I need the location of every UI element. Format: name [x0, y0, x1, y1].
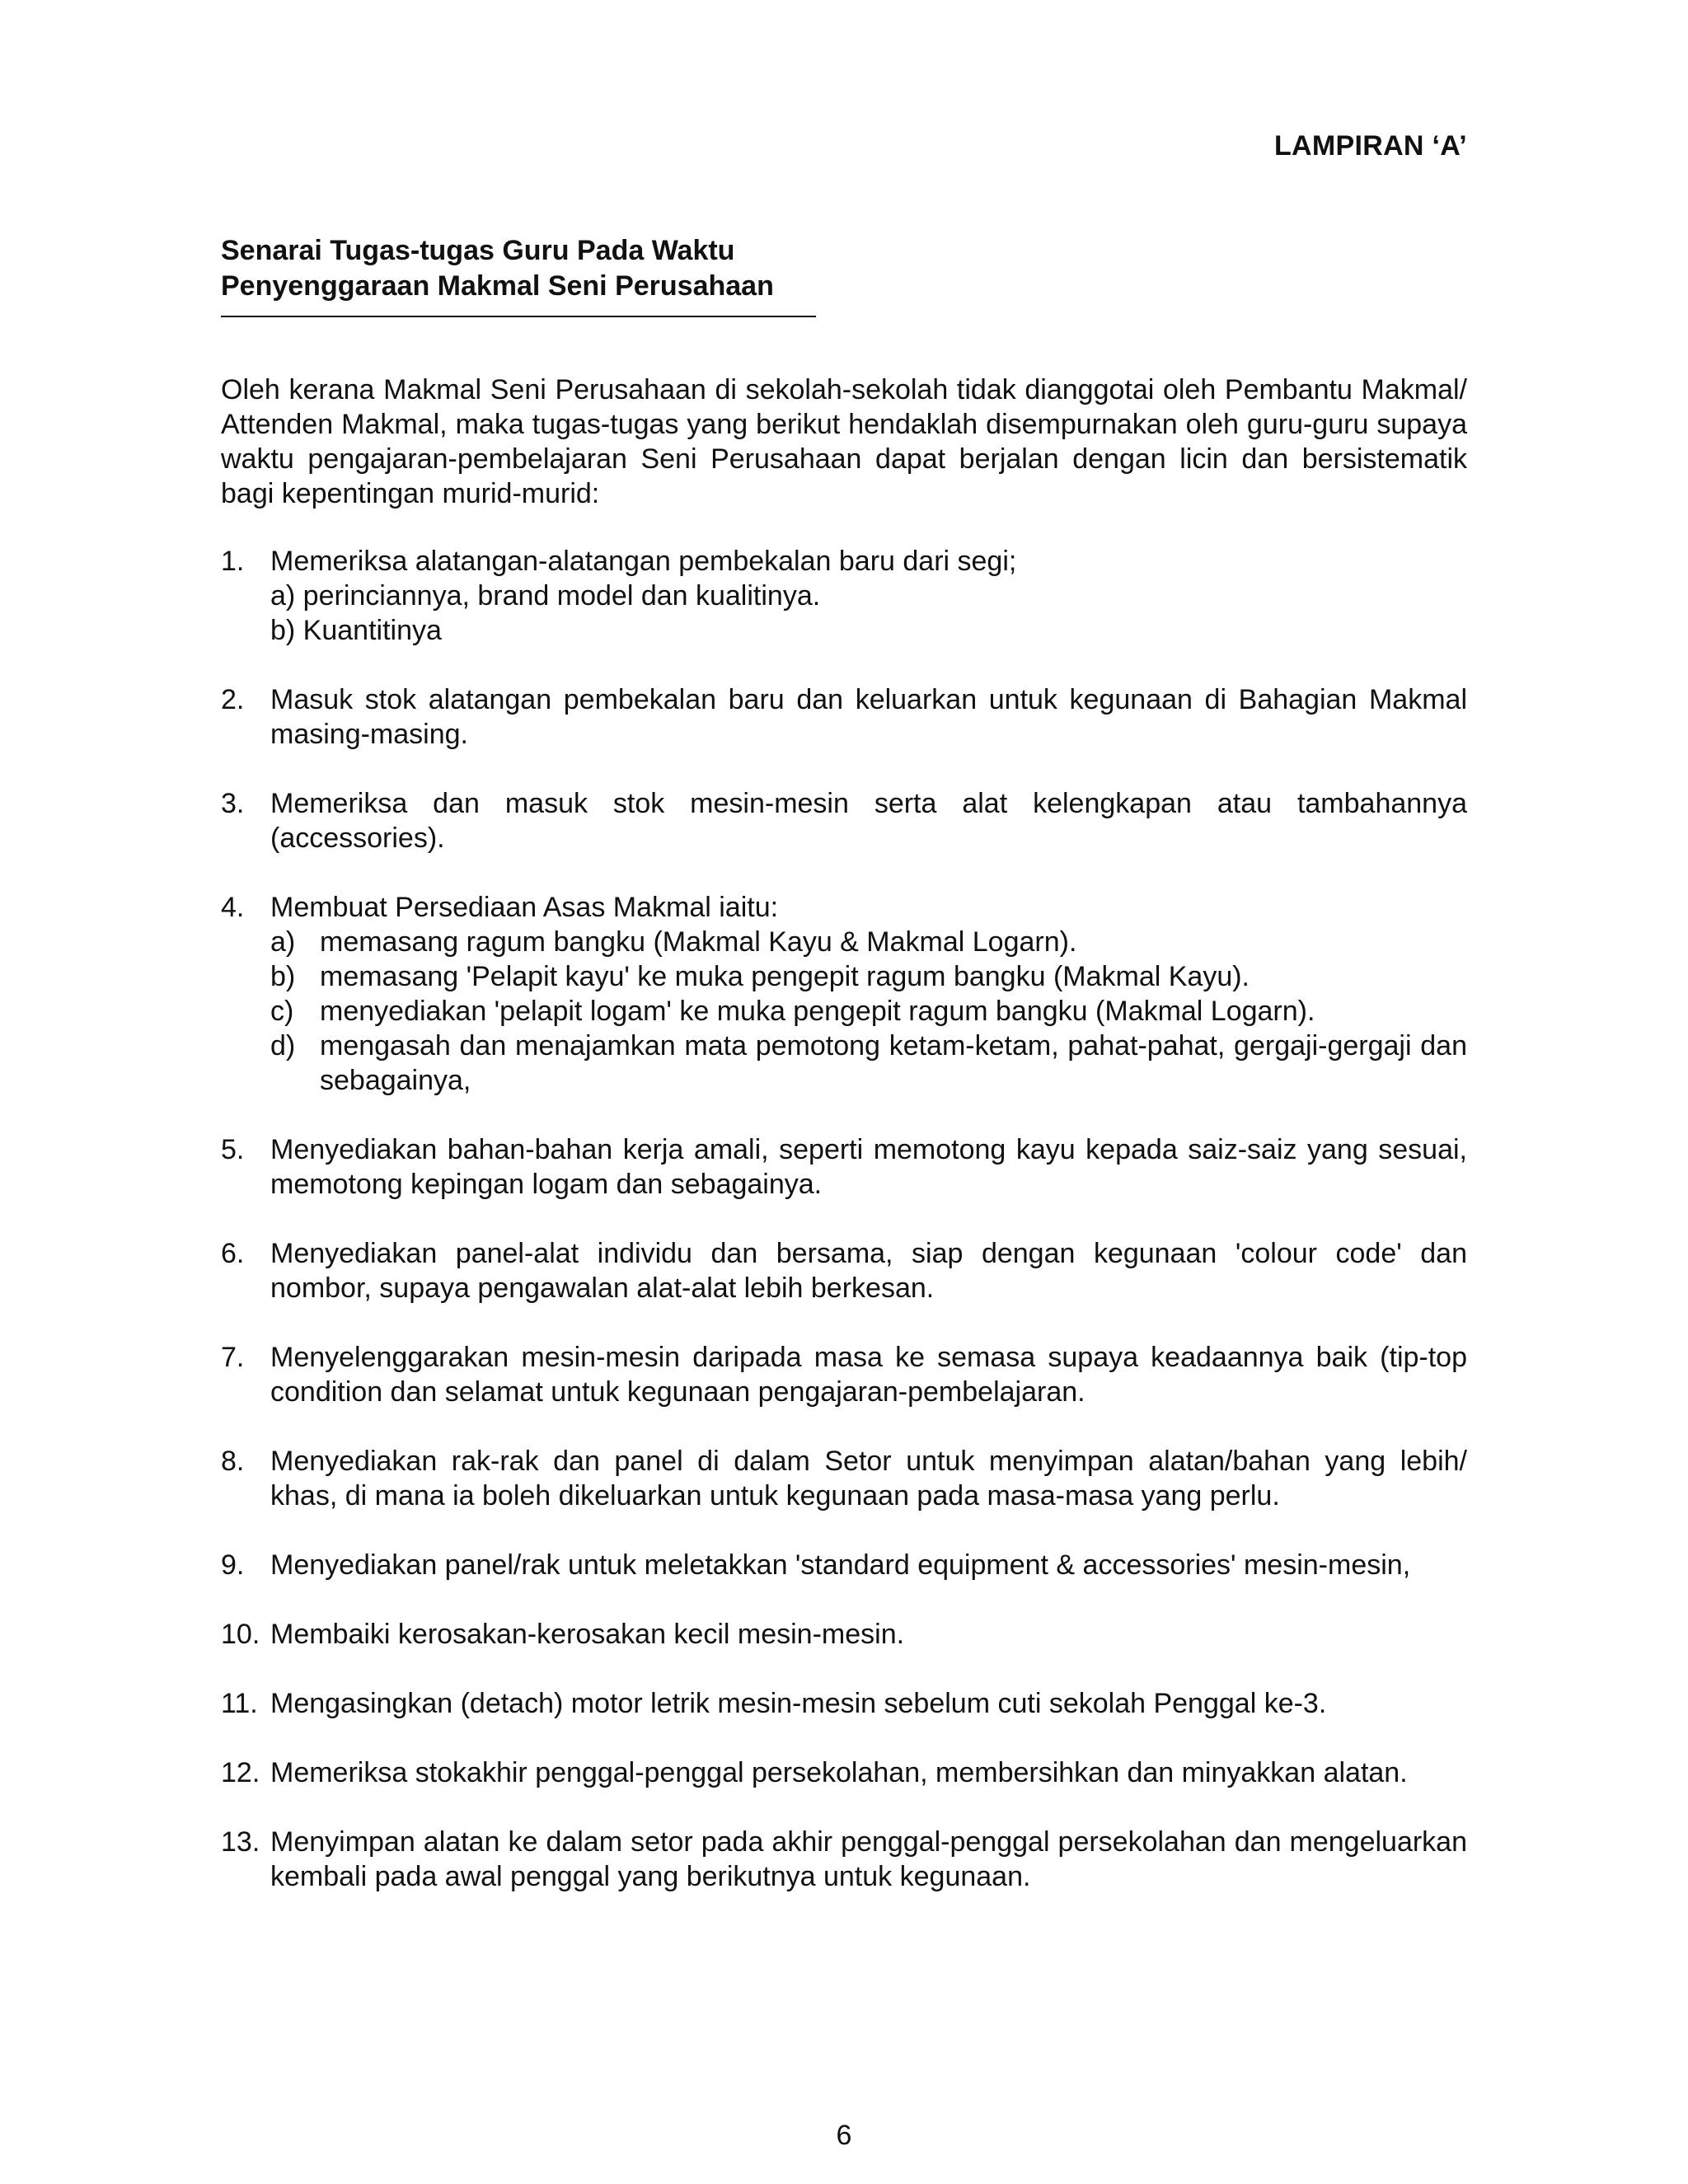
item-number: 3. — [221, 788, 245, 819]
list-item — [221, 1236, 1467, 1305]
item-text: Membaiki kerosakan-kerosakan kecil mesin-mesin. — [270, 1619, 905, 1650]
list-item — [221, 1132, 1467, 1202]
page-number: 6 — [836, 2120, 852, 2151]
item-text: Mengasingkan (detach) motor letrik mesin-mesin sebelum cuti sekolah Penggal ke-3. — [270, 1688, 1327, 1719]
sub-item — [270, 925, 1467, 959]
document-body — [221, 373, 1467, 1929]
list-item — [221, 1548, 1467, 1582]
item-text: Menyelenggarakan mesin-mesin daripada masa ke semasa supaya keadaannya baik (tip-top condition dan selamat untuk kegunaan pengajaran-pembelajaran. — [270, 1342, 1467, 1408]
appendix-label: LAMPIRAN ‘A’ — [1273, 130, 1467, 162]
title-line-1: Senarai Tugas-tugas Guru Pada Waktu — [221, 235, 735, 266]
item-text: Memeriksa dan masuk stok mesin-mesin serta alat kelengkapan atau tambahannya (accessories). — [270, 788, 1467, 854]
item-text: Menyediakan bahan-bahan kerja amali, seperti memotong kayu kepada saiz-saiz yang sesuai, memotong kepingan logam dan sebagainya. — [270, 1134, 1467, 1200]
item-text: Menyediakan rak-rak dan panel di dalam Setor untuk menyimpan alatan/bahan yang lebih/ khas, di mana ia boleh dikeluarkan untuk kegunaan pada masa-masa yang perlu. — [270, 1446, 1467, 1511]
list-item — [221, 1617, 1467, 1652]
list-item — [221, 544, 1467, 648]
item-number: 13. — [221, 1826, 260, 1858]
item-number: 9. — [221, 1549, 245, 1581]
sub-item: a) perinciannya, brand model dan kualitinya. — [270, 580, 821, 612]
item-text: Memeriksa alatangan-alatangan pembekalan baru dari segi; — [270, 546, 1017, 577]
sub-item-label: b) — [270, 961, 296, 992]
item-number: 8. — [221, 1446, 245, 1477]
item-number: 5. — [221, 1134, 245, 1165]
list-item — [221, 682, 1467, 752]
sub-item-text: memasang 'Pelapit kayu' ke muka pengepit ragum bangku (Makmal Kayu). — [320, 961, 1250, 992]
sub-item-text: memasang ragum bangku (Makmal Kayu & Makmal Logarn). — [320, 926, 1077, 958]
sub-item — [270, 994, 1467, 1029]
sub-item-text: menyediakan 'pelapit logam' ke muka pengepit ragum bangku (Makmal Logarn). — [320, 996, 1315, 1027]
list-item — [221, 890, 1467, 1098]
intro-paragraph: Oleh kerana Makmal Seni Perusahaan di sekolah-sekolah tidak dianggotai oleh Pembantu Makmal/ Attenden Makmal, maka tugas-tugas yang berikut hendaklah disempurnakan oleh guru-guru supaya waktu pengajaran-pembelajaran Seni Perusahaan dapat berjalan dengan licin dan bersistematik bagi kepentingan murid-murid: — [221, 374, 1467, 509]
list-item — [221, 1686, 1467, 1721]
list-item — [221, 1825, 1467, 1894]
sub-item-label: c) — [270, 996, 294, 1027]
item-text: Menyediakan panel-alat individu dan bersama, siap dengan kegunaan 'colour code' dan nombor, supaya pengawalan alat-alat lebih berkesan. — [270, 1238, 1467, 1304]
list-item — [221, 786, 1467, 855]
sub-item-text: mengasah dan menajamkan mata pemotong ketam-ketam, pahat-pahat, gergaji-gergaji dan sebagainya, — [320, 1030, 1467, 1096]
item-number: 12. — [221, 1757, 260, 1788]
sub-item-label: a) — [270, 926, 296, 958]
item-number: 1. — [221, 546, 245, 577]
item-text: Memeriksa stokakhir penggal-penggal persekolahan, membersihkan dan minyakkan alatan. — [270, 1757, 1408, 1788]
document-title — [221, 233, 816, 317]
sub-item — [270, 959, 1467, 994]
item-text: Membuat Persediaan Asas Makmal iaitu: — [270, 892, 779, 923]
item-number: 7. — [221, 1342, 245, 1373]
title-line-2: Penyenggaraan Makmal Seni Perusahaan — [221, 270, 774, 302]
list-item — [221, 1340, 1467, 1409]
item-text: Menyimpan alatan ke dalam setor pada akhir penggal-penggal persekolahan dan mengeluarkan kembali pada awal penggal yang berikutnya untuk kegunaan. — [270, 1826, 1467, 1892]
sub-item: b) Kuantitinya — [270, 615, 442, 646]
item-number: 10. — [221, 1619, 260, 1650]
item-number: 4. — [221, 892, 245, 923]
item-number: 6. — [221, 1238, 245, 1269]
item-text: Menyediakan panel/rak untuk meletakkan 'standard equipment & accessories' mesin-mesin, — [270, 1549, 1411, 1581]
item-number: 11. — [221, 1688, 258, 1719]
sub-item — [270, 1029, 1467, 1098]
sub-item-label: d) — [270, 1030, 296, 1062]
item-number: 2. — [221, 684, 245, 715]
item-text: Masuk stok alatangan pembekalan baru dan keluarkan untuk kegunaan di Bahagian Makmal masing-masing. — [270, 684, 1467, 750]
list-item — [221, 1444, 1467, 1513]
list-item — [221, 1755, 1467, 1790]
